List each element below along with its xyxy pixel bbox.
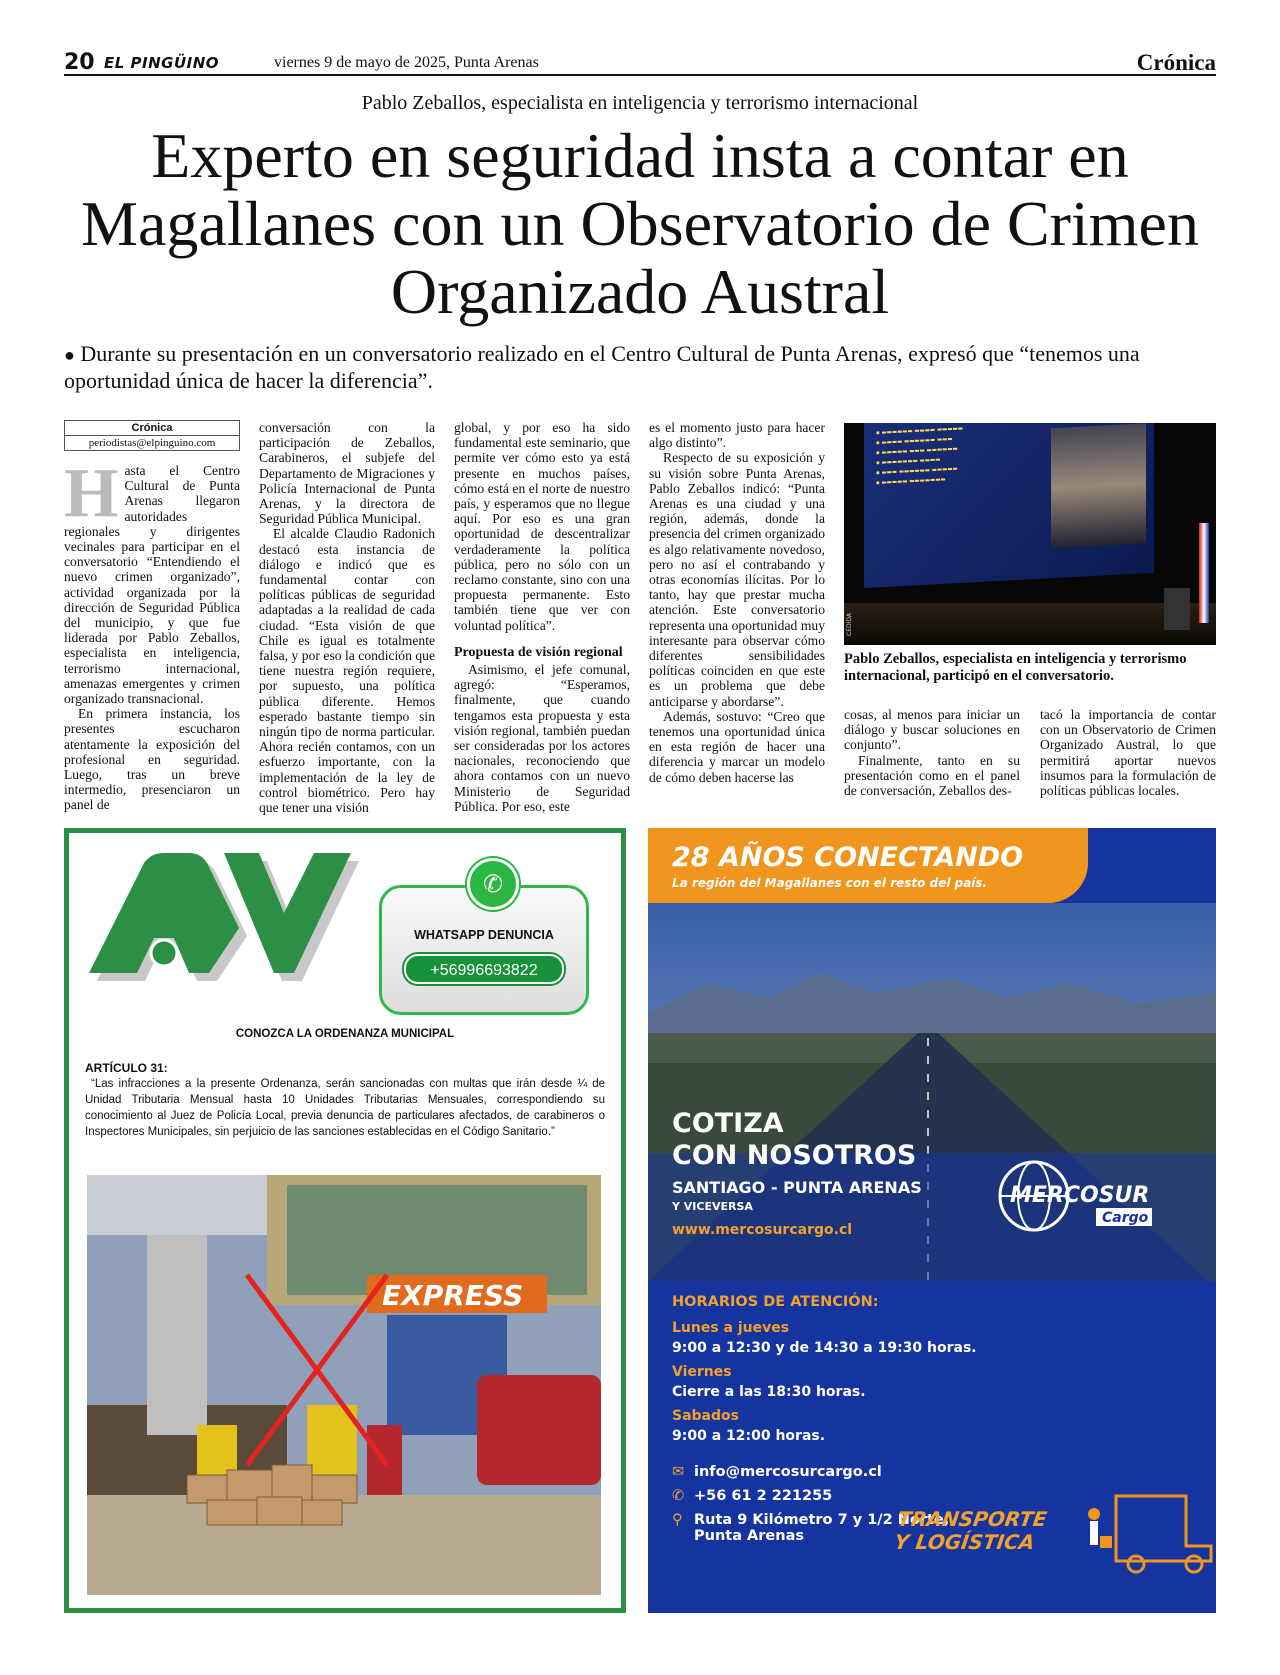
flag: [1199, 523, 1209, 623]
whatsapp-number[interactable]: +56996693822: [404, 954, 564, 984]
phone-icon: ✆: [672, 1488, 685, 1504]
article-photo: [844, 423, 1216, 645]
article-kicker: Pablo Zeballos, especialista en inteligencia y terrorismo internacional: [361, 92, 919, 114]
article-paragraph: global, y por eso ha sido fundamental este seminario, que permite ver cómo esto ya está presente en muchos países, cómo está en el norte de nuestro país, y esperamos que no llegue aquí. Por eso es una gran oportunidad de descentralizar verdaderamente la política pública, pero no sólo con un reclamo constante, sino con una propuesta permanente. Esto también tiene que ver con voluntad política”.: [454, 420, 630, 633]
cta-text: COTIZA CON NOSOTROS: [672, 1108, 917, 1171]
hours-day: Sabados: [672, 1408, 739, 1424]
street-photo: [87, 1175, 601, 1595]
article-paragraph: Respecto de su exposición y su visión sobre Punta Arenas, Pablo Zeballos indicó: “Punta Arenas es una ciudad y una región, además, donde la presencia del crimen organizado es algo relativamente novedoso, pero no así el contrabando y otras economías ilícitas. Por lo tanto, hay que prestar mucha atención. Este conversatorio representa una oportunidad muy interesante para observar cómo diferentes sensibilidades políticas coinciden en que este es un problema que debe anticiparse y abordarse”.: [649, 450, 826, 709]
article-paragraph: cosas, al menos para iniciar un diálogo y buscar soluciones en conjunto”.: [844, 707, 1020, 753]
drop-cap: H: [64, 455, 119, 532]
truck-icon: [1076, 1486, 1216, 1576]
article-column-3: [454, 420, 630, 814]
article-paragraph: El alcalde Claudio Radonich destacó esta instancia de diálogo e indicó que es fundamental contar con políticas públicas de seguridad adaptadas a la realidad de cada ciudad. “Esta visión de que Chile es igual es totalmente falsa, y por eso la condición que tiene nuestra región requiere, por supuesto, una política pública diferente. Hemos esperado bastante tiempo sin ningún tipo de norma particular. Ahora recién contamos, con un esfuerzo importante, con la implementación de la ley de control biométrico. Pero hay que tener una visión: [259, 526, 435, 816]
podium: [1164, 588, 1190, 630]
municipal-ad: [64, 828, 626, 1613]
whatsapp-icon: ✆: [467, 858, 519, 910]
page-header: [64, 50, 1216, 76]
contact-phone[interactable]: ✆ +56 61 2 221255: [672, 1488, 833, 1504]
photo-credit: CEDIDA: [846, 613, 853, 636]
article-31-text: “Las infracciones a la presente Ordenanza, serán sancionadas con multas que irán desde ¼ de Unidad Tributaria Mensual hasta 10 Unidades Tributarias Mensuales, correspondiendo su conocimiento al Juez de Policía Local, previa denuncia de particulares afectados, de carabineros o Inspectores Municipales, sin perjuicio de las sanciones establecidas en el Código Sanitario.”: [85, 1078, 605, 1138]
svg-text:Cargo: Cargo: [1102, 1210, 1149, 1226]
ordinance-title: CONOZCA LA ORDENANZA MUNICIPAL: [235, 1028, 455, 1040]
article-paragraph: En primera instancia, los presentes escucharon atentamente la exposición del profesional en seguridad. Luego, tras un breve intermedio, presenciaron un panel de: [64, 706, 240, 813]
mail-icon: ✉: [672, 1464, 685, 1480]
article-column-2: [259, 420, 435, 815]
summary-text: Durante su presentación en un conversatorio realizado en el Centro Cultural de Punta Arenas, expresó que “tenemos una oportunidad única de hacer la diferencia”.: [64, 341, 1140, 393]
location-pin-icon: ⚲: [672, 1512, 683, 1528]
article-paragraph: Asimismo, el jefe comunal, agregó: “Esperamos, finalmente, que cuando tengamos esta propuesta y esta visión regional, también puedan ser consideradas por los actores nacionales, reconociendo que ahora contamos con un nuevo Ministerio de Seguridad Pública. Por eso, este: [454, 662, 630, 814]
mercosur-logo: [996, 1158, 1166, 1238]
article-headline: Experto en seguridad insta a contar en Magallanes con un Observatorio de Crimen Organizado Austral: [81, 120, 1199, 327]
whatsapp-title: WHATSAPP DENUNCIA: [414, 928, 554, 942]
svg-text:MERCOSUR: MERCOSUR: [1010, 1183, 1150, 1208]
article-paragraph: Además, sostuvo: “Creo que tenemos una oportunidad única en esta región de hacer una diferencia y marcar un modelo de cómo deben hacerse las: [649, 708, 825, 785]
article-paragraph: conversación con la participación de Zeballos, Carabineros, el subjefe del Departamento de Migraciones y Policía Internacional de Punta Arenas, y la directora de Seguridad Pública Municipal.: [259, 420, 435, 527]
contact-address: ⚲ Ruta 9 Kilómetro 7 y 1/2 Norte, Punta Arenas: [672, 1512, 950, 1544]
article-summary: [64, 341, 1216, 393]
route-subtext: Y VICEVERSA: [672, 1200, 753, 1213]
hours-time: 9:00 a 12:30 y de 14:30 a 19:30 horas.: [672, 1340, 977, 1356]
ad-subtitle: La región del Magallanes con el resto del país.: [672, 876, 988, 890]
section-name: Crónica: [1136, 50, 1216, 75]
mercosur-ad: [648, 828, 1216, 1613]
page-number: 20: [64, 50, 95, 75]
hours-day: Viernes: [672, 1364, 732, 1380]
contact-email[interactable]: ✉ info@mercosurcargo.cl: [672, 1464, 882, 1480]
byline-section: Crónica: [65, 421, 239, 436]
hours-time: Cierre a las 18:30 horas.: [672, 1384, 866, 1400]
photo-caption: Pablo Zeballos, especialista en inteligencia y terrorismo internacional, participó en el conversatorio.: [844, 651, 1187, 684]
tagline: TRANSPORTE Y LOGÍSTICA: [892, 1507, 1049, 1554]
article-column-5: [844, 707, 1020, 798]
byline-email[interactable]: periodistas@elpinguino.com: [88, 437, 216, 449]
website-link[interactable]: www.mercosurcargo.cl: [672, 1222, 853, 1238]
newspaper-logo: EL PINGÜINO: [104, 54, 220, 72]
article-column-6: [1040, 707, 1216, 798]
article-paragraph: Hasta el Centro Cultural de Punta Arenas llegaron autoridades regionales y dirigentes vecinales para participar en el conversatorio “Entendiendo el nuevo crimen organizado”, actividad organizada por la dirección de Seguridad Pública del municipio, y que fue liderada por Pablo Zeballos, especialista en inteligencia, terrorismo internacional, amenazas emergentes y crimen organizado transnacional.: [64, 455, 240, 707]
store-sign: EXPRESS: [382, 1279, 524, 1312]
bullet-icon: ●: [64, 345, 75, 365]
whatsapp-card[interactable]: [379, 870, 589, 1015]
hours-title: HORARIOS DE ATENCIÓN:: [672, 1294, 879, 1310]
hours-time: 9:00 a 12:00 horas.: [672, 1428, 826, 1444]
article-paragraph: Finalmente, tanto en su presentación como en el panel de conversación, Zeballos des-: [844, 752, 1020, 799]
route-text: SANTIAGO - PUNTA ARENAS: [672, 1178, 922, 1197]
byline-box: [64, 420, 240, 451]
issue-date: viernes 9 de mayo de 2025, Punta Arenas: [274, 54, 539, 71]
ad-title: 28 AÑOS CONECTANDO: [672, 842, 1024, 873]
garbage-scene-image: [87, 1175, 601, 1595]
article-paragraph: tacó la importancia de contar con un Observatorio de Crimen Organizado Austral, lo que permitirá aportar nuevos insumos para la formulación de políticas públicas locales.: [1040, 707, 1216, 799]
presentation-screen: ▪ ▬▬▬▬▬▬ ▬▬▬▬ ▬▬▬▬▬ ▪ ▬▬▬▬ ▬▬▬▬▬▬ ▬▬▬ ▪ ▬▬▬▬▬ ▬▬▬ ▬▬▬▬▬▬ ▪ ▬▬▬▬▬▬▬ ▬▬▬▬ ▪ ▬▬▬ ▬▬▬▬▬▬ ▬▬▬▬▬ ▪ ▬▬▬▬▬ ▬▬▬▬▬▬▬: [864, 423, 1154, 588]
article-column-1: [64, 420, 240, 813]
article-subhead: Propuesta de visión regional: [454, 644, 623, 660]
article-column-4: [649, 420, 825, 785]
article-paragraph: es el momento justo para hacer algo distinto”.: [649, 420, 825, 451]
hours-day: Lunes a jueves: [672, 1320, 790, 1336]
municipal-logo: [89, 853, 369, 993]
article-31-title: ARTÍCULO 31:: [85, 1061, 168, 1075]
